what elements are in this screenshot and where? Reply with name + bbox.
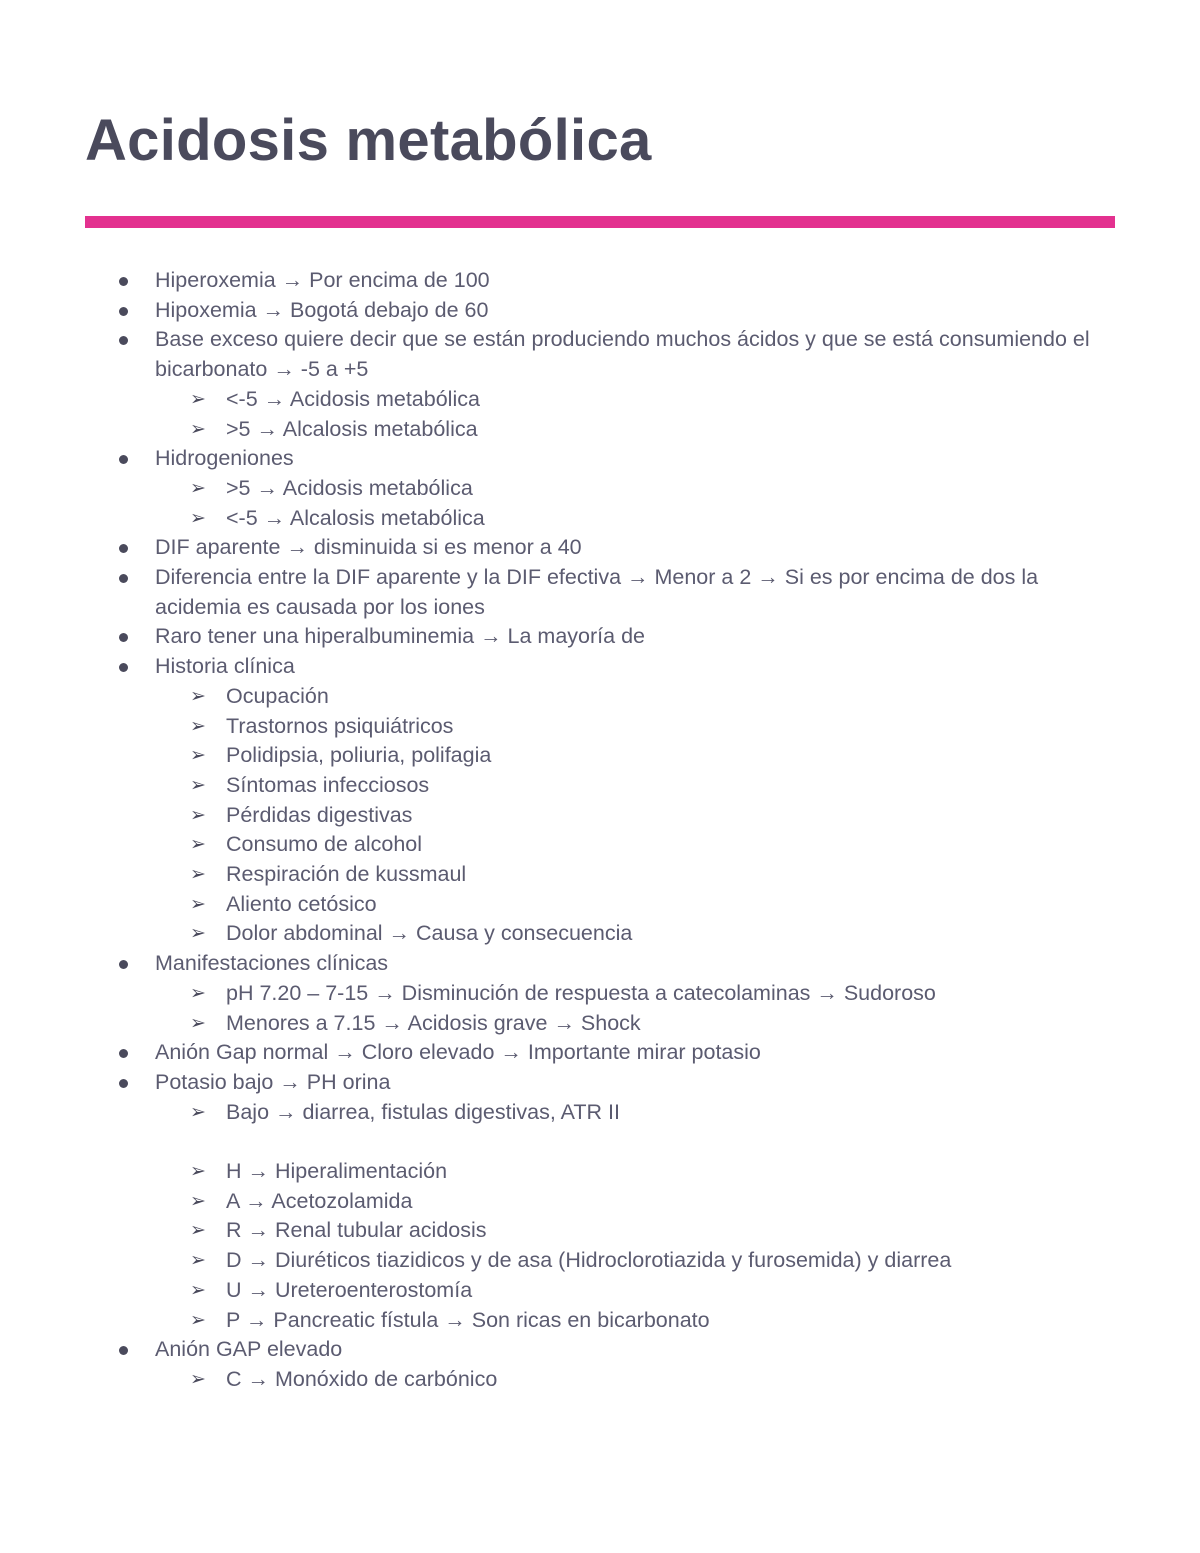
bullet-item xyxy=(0,533,1200,563)
arrowhead-bullet-icon: ➢ xyxy=(190,774,206,796)
sub-bullet-item xyxy=(0,1216,1200,1246)
item-text: P → Pancreatic fístula → Son ricas en bicarbonato xyxy=(226,1307,710,1332)
item-text: Raro tener una hiperalbuminemia → La mayoría de xyxy=(155,624,645,649)
item-text: <-5 → Acidosis metabólica xyxy=(226,386,480,411)
bullet-dot-icon xyxy=(119,455,128,464)
arrowhead-bullet-icon: ➢ xyxy=(190,1101,206,1123)
sub-bullet-item xyxy=(0,1306,1200,1336)
bullet-item xyxy=(0,444,1200,474)
title-divider xyxy=(85,216,1115,228)
bullet-item xyxy=(0,949,1200,979)
sub-bullet-item xyxy=(0,860,1200,890)
item-text: Síntomas infecciosos xyxy=(226,772,430,797)
sub-bullet-item xyxy=(0,474,1200,504)
item-text: Hiperoxemia → Por encima de 100 xyxy=(155,268,490,292)
page-title: Acidosis metabólica xyxy=(85,108,652,173)
item-text: Diferencia entre la DIF aparente y la DIF efectiva → Menor a 2 → Si es por encima de dos la acidemia es causada por los iones xyxy=(155,565,1039,619)
item-text: Base exceso quiere decir que se están produciendo muchos ácidos y que se está consumiendo el bicarbonato → -5 a +5 xyxy=(155,327,1090,382)
item-text: H → Hiperalimentación xyxy=(226,1159,448,1184)
item-text: Manifestaciones clínicas xyxy=(155,951,389,976)
arrowhead-bullet-icon: ➢ xyxy=(190,893,206,915)
bullet-dot-icon xyxy=(119,277,128,286)
arrowhead-bullet-icon: ➢ xyxy=(190,388,206,410)
sub-bullet-item xyxy=(0,712,1200,742)
arrowhead-bullet-icon: ➢ xyxy=(190,418,206,440)
blank-line xyxy=(0,1127,1200,1157)
item-text: Respiración de kussmaul xyxy=(226,862,467,887)
bullet-item xyxy=(0,1335,1200,1365)
bullet-item xyxy=(0,296,1200,326)
arrowhead-bullet-icon: ➢ xyxy=(190,1012,206,1034)
sub-bullet-item xyxy=(0,979,1200,1009)
item-text: Trastornos psiquiátricos xyxy=(226,713,454,738)
item-text: >5 → Acidosis metabólica xyxy=(226,475,473,500)
sub-bullet-item xyxy=(0,830,1200,860)
arrowhead-bullet-icon: ➢ xyxy=(190,804,206,826)
sub-bullet-item xyxy=(0,771,1200,801)
item-text: Anión GAP elevado xyxy=(155,1337,343,1362)
sub-bullet-item xyxy=(0,801,1200,831)
arrowhead-bullet-icon: ➢ xyxy=(190,1250,206,1272)
sub-bullet-item xyxy=(0,1246,1200,1276)
arrowhead-bullet-icon: ➢ xyxy=(190,1279,206,1301)
sub-bullet-item xyxy=(0,890,1200,920)
bullet-dot-icon xyxy=(119,336,128,345)
sub-bullet-item xyxy=(0,1276,1200,1306)
sub-bullet-item xyxy=(0,1009,1200,1039)
item-text: U → Ureteroenterostomía xyxy=(226,1277,473,1302)
arrowhead-bullet-icon: ➢ xyxy=(190,1220,206,1242)
item-text: Hidrogeniones xyxy=(155,446,294,471)
item-text: Polidipsia, poliuria, polifagia xyxy=(226,743,492,768)
bullet-dot-icon xyxy=(119,1049,128,1058)
item-text: Potasio bajo → PH orina xyxy=(155,1069,391,1094)
bullet-item xyxy=(0,563,1200,622)
item-text: Hipoxemia → Bogotá debajo de 60 xyxy=(155,297,489,322)
item-text: Aliento cetósico xyxy=(226,891,377,916)
bullet-dot-icon xyxy=(119,1346,128,1355)
item-text: pH 7.20 – 7-15 → Disminución de respuesta a catecolaminas → Sudoroso xyxy=(226,980,936,1005)
arrowhead-bullet-icon: ➢ xyxy=(190,507,206,529)
item-text: >5 → Alcalosis metabólica xyxy=(226,416,478,441)
sub-bullet-item xyxy=(0,1157,1200,1187)
item-text: Pérdidas digestivas xyxy=(226,802,413,827)
bullet-dot-icon xyxy=(119,633,128,642)
notes-outline xyxy=(0,266,1200,1395)
arrowhead-bullet-icon: ➢ xyxy=(190,864,206,886)
bullet-dot-icon xyxy=(119,307,128,316)
sub-bullet-item xyxy=(0,385,1200,415)
item-text: Ocupación xyxy=(226,683,329,708)
item-text: C → Monóxido de carbónico xyxy=(226,1367,498,1391)
sub-bullet-item xyxy=(0,741,1200,771)
item-text: DIF aparente → disminuida si es menor a 40 xyxy=(155,535,582,560)
arrowhead-bullet-icon: ➢ xyxy=(190,477,206,499)
bullet-dot-icon xyxy=(119,574,128,583)
arrowhead-bullet-icon: ➢ xyxy=(190,834,206,856)
arrowhead-bullet-icon: ➢ xyxy=(190,1161,206,1183)
item-text: A → Acetozolamida xyxy=(226,1188,413,1213)
bullet-item xyxy=(0,325,1200,384)
bullet-item xyxy=(0,1068,1200,1098)
bullet-dot-icon xyxy=(119,544,128,553)
sub-bullet-item xyxy=(0,1365,1200,1395)
bullet-dot-icon xyxy=(119,663,128,672)
bullet-item xyxy=(0,652,1200,682)
item-text: Historia clínica xyxy=(155,654,295,679)
item-text: R → Renal tubular acidosis xyxy=(226,1218,487,1243)
bullet-dot-icon xyxy=(119,1079,128,1088)
sub-bullet-item xyxy=(0,415,1200,445)
bullet-dot-icon xyxy=(119,960,128,969)
arrowhead-bullet-icon: ➢ xyxy=(190,685,206,707)
arrowhead-bullet-icon: ➢ xyxy=(190,982,206,1004)
item-text: Bajo → diarrea, fistulas digestivas, ATR II xyxy=(226,1099,620,1124)
arrowhead-bullet-icon: ➢ xyxy=(190,715,206,737)
arrowhead-bullet-icon: ➢ xyxy=(190,1309,206,1331)
sub-bullet-item xyxy=(0,682,1200,712)
item-text: D → Diuréticos tiazidicos y de asa (Hidroclorotiazida y furosemida) y diarrea xyxy=(226,1248,952,1273)
arrowhead-bullet-icon: ➢ xyxy=(190,923,206,945)
bullet-item xyxy=(0,266,1200,296)
bullet-item xyxy=(0,622,1200,652)
sub-bullet-item xyxy=(0,1098,1200,1128)
item-text: Dolor abdominal → Causa y consecuencia xyxy=(226,921,633,946)
arrowhead-bullet-icon: ➢ xyxy=(190,745,206,767)
item-text: Menores a 7.15 → Acidosis grave → Shock xyxy=(226,1010,641,1035)
arrowhead-bullet-icon: ➢ xyxy=(190,1190,206,1212)
item-text: <-5 → Alcalosis metabólica xyxy=(226,505,485,530)
item-text: Consumo de alcohol xyxy=(226,832,423,857)
sub-bullet-item xyxy=(0,1187,1200,1217)
item-text: Anión Gap normal → Cloro elevado → Importante mirar potasio xyxy=(155,1040,761,1065)
bullet-item xyxy=(0,1038,1200,1068)
sub-bullet-item xyxy=(0,919,1200,949)
sub-bullet-item xyxy=(0,504,1200,534)
arrowhead-bullet-icon: ➢ xyxy=(190,1369,206,1390)
